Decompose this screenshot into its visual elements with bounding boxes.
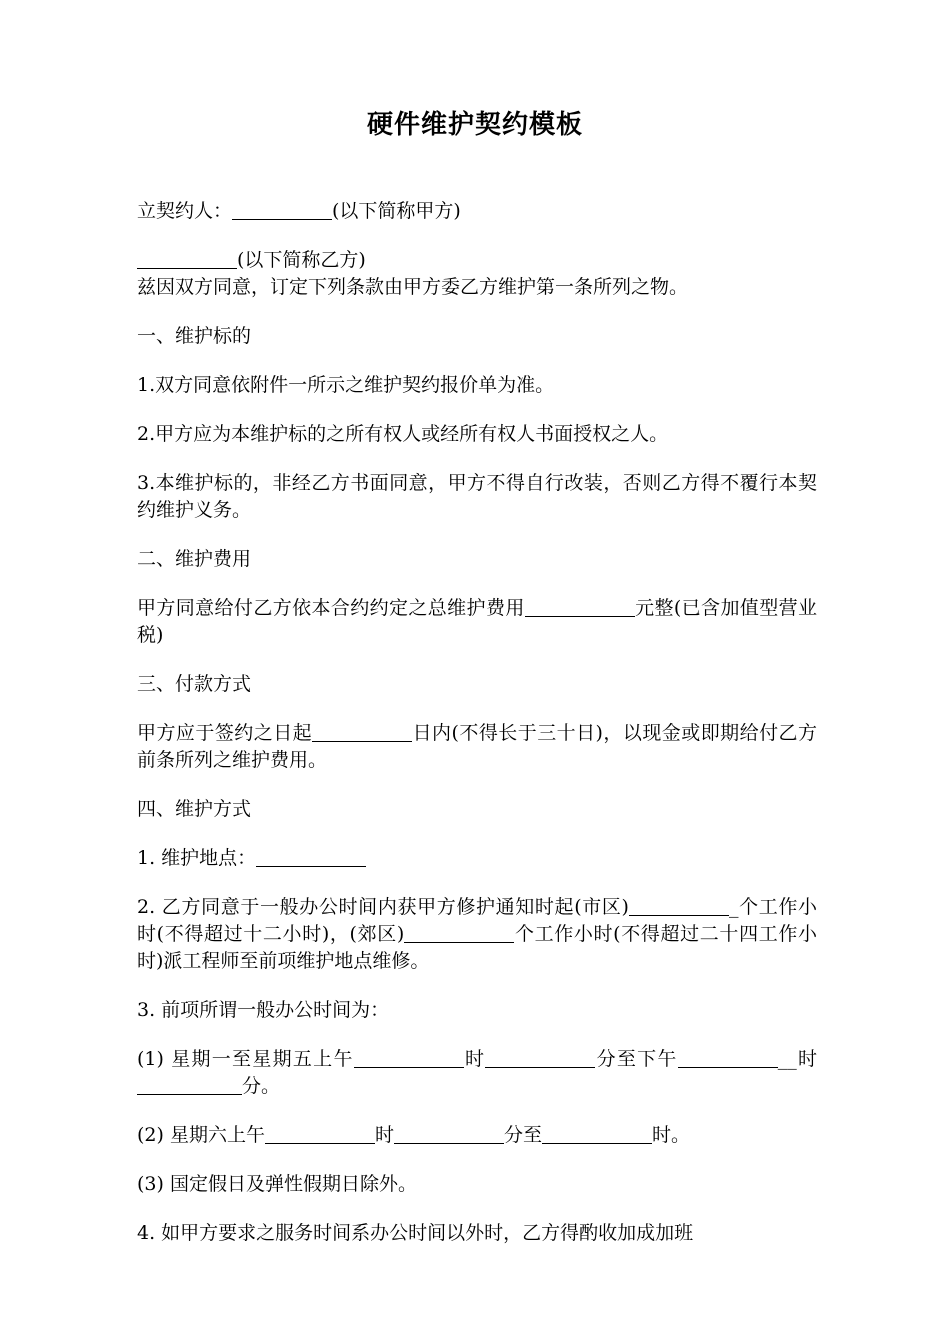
weekday-text-e: 分。 (242, 1075, 281, 1097)
section-3-paragraph (137, 720, 817, 774)
fee-text-b: 元整(已含加值型营业税) (137, 597, 817, 646)
weekday-end-hour-blank (678, 1047, 778, 1068)
saturday-start-minute-blank (394, 1123, 504, 1144)
weekday-text-b: 时 (463, 1048, 486, 1070)
party-a-prefix: 立契约人： (137, 200, 233, 222)
section-4-item-4: 4. 如甲方要求之服务时间系办公时间以外时，乙方得酌收加成加班 (137, 1222, 694, 1244)
suburb-hours-blank (404, 922, 514, 943)
weekday-text-a: (1) 星期一至星期五上午 (137, 1048, 354, 1070)
response-text-a: 2. 乙方同意于一般办公时间内获甲方修护通知时起(市区) (137, 896, 629, 918)
weekday-end-minute-blank (137, 1074, 242, 1095)
party-b-line (137, 247, 817, 274)
saturday-text-c: 分至 (503, 1124, 542, 1146)
section-1-item-3: 3.本维护标的，非经乙方书面同意，甲方不得自行改装，否则乙方得不覆行本契约维护义务。 (137, 472, 817, 521)
party-b-blank (137, 248, 237, 269)
section-1-heading: 一、维护标的 (137, 325, 252, 347)
weekday-start-minute-blank (485, 1047, 595, 1068)
section-4-item-2 (137, 894, 817, 975)
section-4-item-3: 3. 前项所谓一般办公时间为： (137, 999, 390, 1021)
response-text-b: _个工作小时(不得超过十二小时)，(郊区) (137, 896, 817, 945)
section-4-heading: 四、维护方式 (137, 798, 252, 820)
saturday-start-hour-blank (265, 1123, 375, 1144)
section-1-item-2: 2.甲方应为本维护标的之所有权人或经所有权人书面授权之人。 (137, 423, 669, 445)
weekday-text-c: 分至下午 (595, 1048, 678, 1070)
party-b-suffix: (以下简称乙方) (237, 249, 366, 271)
section-4-item-1 (137, 845, 817, 872)
section-2-heading: 二、维护费用 (137, 548, 252, 570)
office-hours-weekday (137, 1046, 817, 1100)
section-2-paragraph (137, 595, 817, 649)
urban-hours-blank (629, 895, 729, 916)
document-title: 硬件维护契约模板 (366, 110, 583, 140)
section-1-item-1: 1.双方同意依附件一所示之维护契约报价单为准。 (137, 374, 555, 396)
location-label: 1. 维护地点： (137, 847, 257, 869)
payment-text-a: 甲方应于签约之日起 (137, 722, 313, 744)
saturday-end-hour-blank (542, 1123, 652, 1144)
saturday-text-a: (2) 星期六上午 (137, 1124, 265, 1146)
saturday-text-b: 时 (374, 1124, 394, 1146)
saturday-text-d: 时。 (652, 1124, 691, 1146)
office-hours-holidays: (3) 国定假日及弹性假期日除外。 (137, 1173, 417, 1195)
payment-text-b: 日内(不得长于三十日)，以现金或即期给付乙方前条所列之维护费用。 (137, 722, 817, 771)
location-blank (256, 846, 366, 867)
weekday-start-hour-blank (354, 1047, 464, 1068)
payment-days-blank (312, 721, 412, 742)
party-a-suffix: (以下简称甲方) (332, 200, 461, 222)
fee-text-a: 甲方同意给付乙方依本合约约定之总维护费用 (137, 597, 525, 619)
party-a-line (137, 198, 817, 225)
fee-amount-blank (525, 596, 635, 617)
weekday-text-d: __时 (777, 1048, 817, 1070)
section-3-heading: 三、付款方式 (137, 673, 252, 695)
intro-paragraph: 兹因双方同意，订定下列条款由甲方委乙方维护第一条所列之物。 (137, 276, 689, 298)
office-hours-saturday (137, 1122, 817, 1149)
document-body (137, 198, 817, 1269)
response-text-c: 个工作小时(不得超过二十四工作小时)派工程师至前项维护地点维修。 (137, 923, 817, 972)
party-a-blank (232, 199, 332, 220)
